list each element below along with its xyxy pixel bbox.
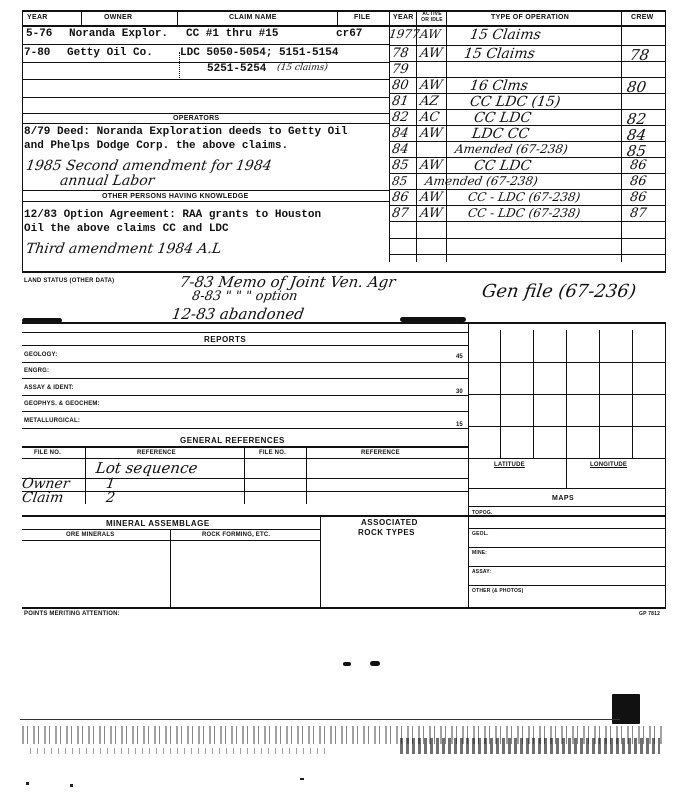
operators-hand-2: annual Labor bbox=[58, 173, 156, 189]
scale-30: 30 bbox=[456, 389, 463, 395]
associated-label: ASSOCIATED bbox=[361, 518, 418, 527]
maps-other: OTHER (& PHOTOS) bbox=[472, 588, 524, 594]
col-active-idle: ACTIVE OR IDLE bbox=[421, 11, 443, 23]
owner-row-1-date: 5-76 bbox=[26, 28, 53, 40]
op-row-8-crew: 85 bbox=[625, 142, 648, 160]
op-row-10-year: 85 bbox=[391, 174, 409, 188]
op-row-9-type: CC LDC bbox=[472, 158, 533, 174]
op-row-8-year: 84 bbox=[390, 142, 410, 157]
other-persons-hand: Third amendment 1984 A.L bbox=[24, 241, 223, 257]
maps-title: MAPS bbox=[552, 495, 575, 502]
other-persons-line-2: Oil the above claims CC and LDC bbox=[24, 223, 229, 235]
maps-mine: MINE: bbox=[472, 550, 488, 556]
op-row-11-crew: 86 bbox=[628, 190, 648, 205]
operators-hand-1: 1985 Second amendment for 1984 bbox=[24, 158, 273, 174]
op-row-7-year: 84 bbox=[390, 126, 410, 141]
ref-row-1-file: Owner bbox=[20, 476, 71, 492]
owner-row-2-claim: LDC 5050-5054; 5151-5154 bbox=[180, 47, 339, 59]
owner-row-2-owner: Getty Oil Co. bbox=[67, 47, 153, 59]
op-row-1-year: 1977 bbox=[388, 27, 421, 41]
maps-assay: ASSAY: bbox=[472, 569, 492, 575]
land-status-label: LAND STATUS (OTHER DATA) bbox=[24, 278, 115, 284]
longitude-label: LONGITUDE bbox=[590, 462, 628, 468]
col-type-of-operation: TYPE OF OPERATION bbox=[491, 14, 570, 21]
col-file: FILE bbox=[354, 14, 371, 21]
ref-row-2-file: Claim bbox=[20, 490, 65, 506]
scale-15: 15 bbox=[456, 422, 463, 428]
op-row-4-status: AW bbox=[418, 78, 444, 93]
owner-row-2-date: 7-80 bbox=[24, 47, 51, 59]
op-row-6-type: CC LDC bbox=[472, 110, 533, 126]
op-row-4-crew: 80 bbox=[625, 78, 648, 96]
report-assay: ASSAY & IDENT: bbox=[24, 385, 74, 391]
op-row-7-crew: 84 bbox=[625, 126, 648, 144]
reports-title: REPORTS bbox=[204, 335, 247, 344]
operators-line-2: and Phelps Dodge Corp. the above claims. bbox=[24, 140, 289, 152]
owner-row-1-file: cr67 bbox=[336, 28, 363, 40]
op-row-4-year: 80 bbox=[390, 78, 410, 93]
owner-claim-line-3: 5251-5254 bbox=[207, 63, 267, 75]
other-persons-line-1: 12/83 Option Agreement: RAA grants to Houston bbox=[24, 209, 322, 221]
ref-file-no-2: FILE NO. bbox=[259, 450, 286, 456]
op-row-9-crew: 86 bbox=[628, 158, 648, 173]
op-row-7-type: LDC CC bbox=[470, 126, 531, 142]
land-status-hand-3: 12-83 abandoned bbox=[170, 305, 306, 323]
report-metallurgical: METALLURGICAL: bbox=[24, 418, 81, 424]
ref-row-2-ref: 2 bbox=[104, 490, 117, 506]
maps-topog: TOPOG. bbox=[472, 510, 493, 516]
scan-mark-dot-2 bbox=[370, 661, 380, 666]
owner-row-1-claim: CC #1 thru #15 bbox=[186, 28, 279, 40]
other-persons-title: OTHER PERSONS HAVING KNOWLEDGE bbox=[102, 193, 249, 200]
scale-45: 45 bbox=[456, 354, 463, 360]
points-meriting-attention: POINTS MERITING ATTENTION: bbox=[24, 611, 120, 617]
rock-types-label: ROCK TYPES bbox=[358, 528, 416, 537]
op-row-11-type: CC - LDC (67-238) bbox=[467, 190, 582, 204]
mineral-title: MINERAL ASSEMBLAGE bbox=[106, 519, 210, 528]
report-geophys: GEOPHYS. & GEOCHEM: bbox=[24, 401, 100, 407]
op-row-2-status: AW bbox=[418, 46, 444, 61]
report-geology: GEOLOGY: bbox=[24, 352, 58, 358]
owner-row-1-owner: Noranda Explor. bbox=[69, 28, 169, 40]
land-status-hand-4: Gen file (67-236) bbox=[480, 281, 638, 302]
op-row-11-year: 86 bbox=[390, 190, 410, 205]
ref-hand-note: Lot sequence bbox=[94, 459, 199, 477]
maps-geol: GEOL. bbox=[472, 531, 489, 537]
op-row-7-status: AW bbox=[418, 126, 444, 141]
latitude-label: LATITUDE bbox=[494, 462, 525, 468]
op-row-6-status: AC bbox=[418, 110, 441, 125]
op-row-5-type: CC LDC (15) bbox=[468, 94, 562, 110]
op-row-1-type: 15 Claims bbox=[468, 27, 542, 43]
op-row-9-status: AW bbox=[418, 158, 444, 173]
col-owner: OWNER bbox=[104, 14, 133, 21]
op-row-2-year: 78 bbox=[390, 46, 410, 61]
op-row-8-type: Amended (67-238) bbox=[454, 142, 569, 156]
op-row-5-year: 81 bbox=[390, 94, 410, 109]
op-row-10-crew: 86 bbox=[628, 174, 648, 189]
general-references-title: GENERAL REFERENCES bbox=[180, 436, 285, 445]
op-row-4-type: 16 Clms bbox=[468, 78, 530, 94]
ref-reference: REFERENCE bbox=[137, 450, 176, 456]
land-status-hand-2: 8-83 " " " option bbox=[190, 289, 299, 304]
mineral-rock-forming: ROCK FORMING, ETC. bbox=[202, 532, 271, 538]
col-year: YEAR bbox=[27, 14, 48, 21]
land-status-hand-1: 7-83 Memo of Joint Ven. Agr bbox=[178, 273, 397, 291]
op-row-10-type: Amended (67-238) bbox=[424, 174, 539, 188]
op-row-12-type: CC - LDC (67-238) bbox=[467, 206, 582, 220]
ref-row-1-ref: 1 bbox=[104, 476, 117, 492]
op-row-3-year: 79 bbox=[390, 62, 410, 77]
form-code: GP 7812 bbox=[639, 611, 661, 617]
op-row-2-crew: 78 bbox=[628, 46, 651, 64]
operators-line-1: 8/79 Deed: Noranda Exploration deeds to Getty Oil bbox=[24, 126, 348, 138]
op-row-11-status: AW bbox=[418, 190, 444, 205]
operators-title: OPERATORS bbox=[173, 115, 220, 122]
col-year-2: YEAR bbox=[393, 14, 414, 21]
op-row-12-crew: 87 bbox=[628, 206, 648, 221]
op-row-6-crew: 82 bbox=[625, 110, 648, 128]
mineral-ore: ORE MINERALS bbox=[66, 532, 115, 538]
op-row-6-year: 82 bbox=[390, 110, 410, 125]
report-engrg: ENGRG: bbox=[24, 368, 50, 374]
owner-claim-note: (15 claims) bbox=[276, 63, 329, 73]
col-crew: CREW bbox=[631, 14, 654, 21]
op-row-2-type: 15 Claims bbox=[462, 46, 536, 62]
op-row-1-status: AW bbox=[419, 27, 442, 41]
ref-file-no: FILE NO. bbox=[34, 450, 61, 456]
op-row-5-status: AZ bbox=[418, 94, 440, 109]
col-claim-name: CLAIM NAME bbox=[229, 14, 277, 21]
op-row-9-year: 85 bbox=[390, 158, 410, 173]
ref-reference-2: REFERENCE bbox=[361, 450, 400, 456]
op-row-12-status: AW bbox=[418, 206, 444, 221]
op-row-12-year: 87 bbox=[390, 206, 410, 221]
scan-mark-dot bbox=[343, 662, 351, 666]
